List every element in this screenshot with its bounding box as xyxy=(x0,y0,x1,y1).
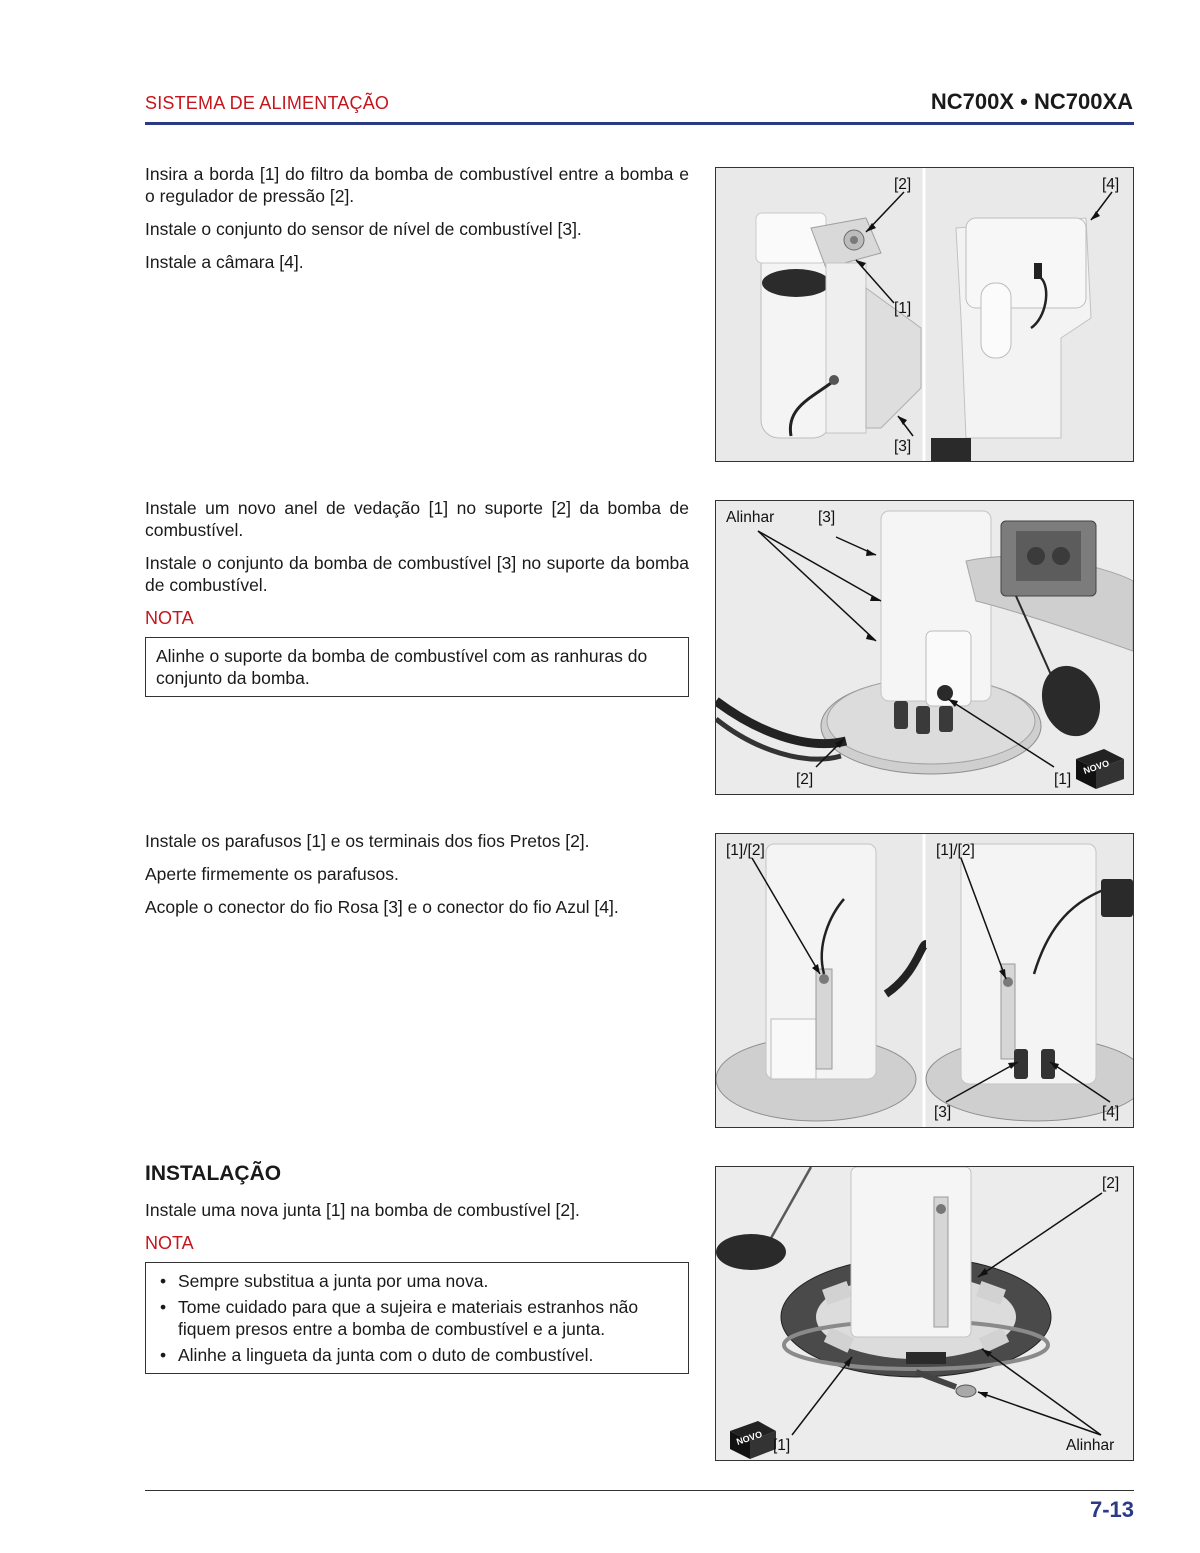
step3-paragraph-2: Aperte firmemente os parafusos. xyxy=(145,864,399,884)
model-title: NC700X • NC700XA xyxy=(930,89,1133,114)
figure2-badge-text: NOVO xyxy=(1082,758,1111,776)
figure1-label-1: [1] xyxy=(894,300,912,317)
installation-paragraph: Instale uma nova junta [1] na bomba de combustível [2]. xyxy=(145,1200,580,1220)
figure1-label-3: [3] xyxy=(894,438,912,455)
installation-note-label: NOTA xyxy=(145,1233,194,1253)
figure-filter-chamber xyxy=(715,167,1134,462)
installation-heading: INSTALAÇÃO xyxy=(145,1162,282,1185)
step2-paragraph-1: Instale um novo anel de vedação [1] no suporte [2] da bomba de combustível. xyxy=(145,498,689,540)
step1-paragraph-3: Instale a câmara [4]. xyxy=(145,252,304,272)
figure3-label-1-2-left: [1]/[2] xyxy=(726,842,765,859)
figure-screws-connectors xyxy=(715,833,1134,1128)
step2-note-text: Alinhe o suporte da bomba de combustível com as ranhuras do conjunto da bomba. xyxy=(156,646,648,688)
figure4-label-2: [2] xyxy=(1102,1175,1120,1192)
header-divider xyxy=(145,122,1134,125)
step1-text xyxy=(145,163,689,284)
step3-paragraph-1: Instale os parafusos [1] e os terminais dos fios Pretos [2]. xyxy=(145,831,590,851)
installation-section xyxy=(145,1163,689,1374)
figure3-label-1-2-right: [1]/[2] xyxy=(936,842,975,859)
figure1-illustration xyxy=(716,168,1133,461)
figure2-label-2: [2] xyxy=(796,771,814,788)
figure3-illustration xyxy=(716,834,1133,1127)
page-number: 7-13 xyxy=(1089,1497,1134,1522)
figure4-badge-text: NOVO xyxy=(735,1429,764,1447)
figure4-label-1: [1] xyxy=(773,1437,791,1454)
figure-gasket xyxy=(715,1166,1134,1461)
figure4-label-align: Alinhar xyxy=(1066,1437,1115,1454)
figure4-illustration xyxy=(716,1167,1133,1460)
figure1-label-2: [2] xyxy=(894,176,912,193)
figure2-illustration xyxy=(716,501,1133,794)
installation-note-3: • Alinhe a lingueta da junta com o duto de combustível. xyxy=(156,1344,678,1366)
installation-note-1: • Sempre substitua a junta por uma nova. xyxy=(156,1270,678,1292)
figure2-label-1: [1] xyxy=(1054,771,1072,788)
step3-text xyxy=(145,830,689,929)
figure-pump-bracket xyxy=(715,500,1134,795)
step1-paragraph-1: Insira a borda [1] do filtro da bomba de combustível entre a bomba e o regulador de pressão [2]. xyxy=(145,164,689,206)
step1-paragraph-2: Instale o conjunto do sensor de nível de combustível [3]. xyxy=(145,219,582,239)
step3-paragraph-3: Acople o conector do fio Rosa [3] e o conector do fio Azul [4]. xyxy=(145,897,619,917)
step2-note-box xyxy=(145,637,689,697)
figure2-label-align: Alinhar xyxy=(726,509,775,526)
step2-note-label: NOTA xyxy=(145,608,194,628)
figure2-label-3: [3] xyxy=(818,509,836,526)
step2-paragraph-2: Instale o conjunto da bomba de combustível [3] no suporte da bomba de combustível. xyxy=(145,553,689,595)
step2-text xyxy=(145,497,689,697)
footer-divider xyxy=(145,1490,1134,1491)
figure3-label-3: [3] xyxy=(934,1104,952,1121)
installation-note-2: • Tome cuidado para que a sujeira e materiais estranhos não fiquem presos entre a bomba de combustível e a junta. xyxy=(156,1296,678,1340)
installation-note-box xyxy=(145,1262,689,1374)
section-title: SISTEMA DE ALIMENTAÇÃO xyxy=(145,93,390,113)
figure3-label-4: [4] xyxy=(1102,1104,1120,1121)
figure1-label-4: [4] xyxy=(1102,176,1120,193)
